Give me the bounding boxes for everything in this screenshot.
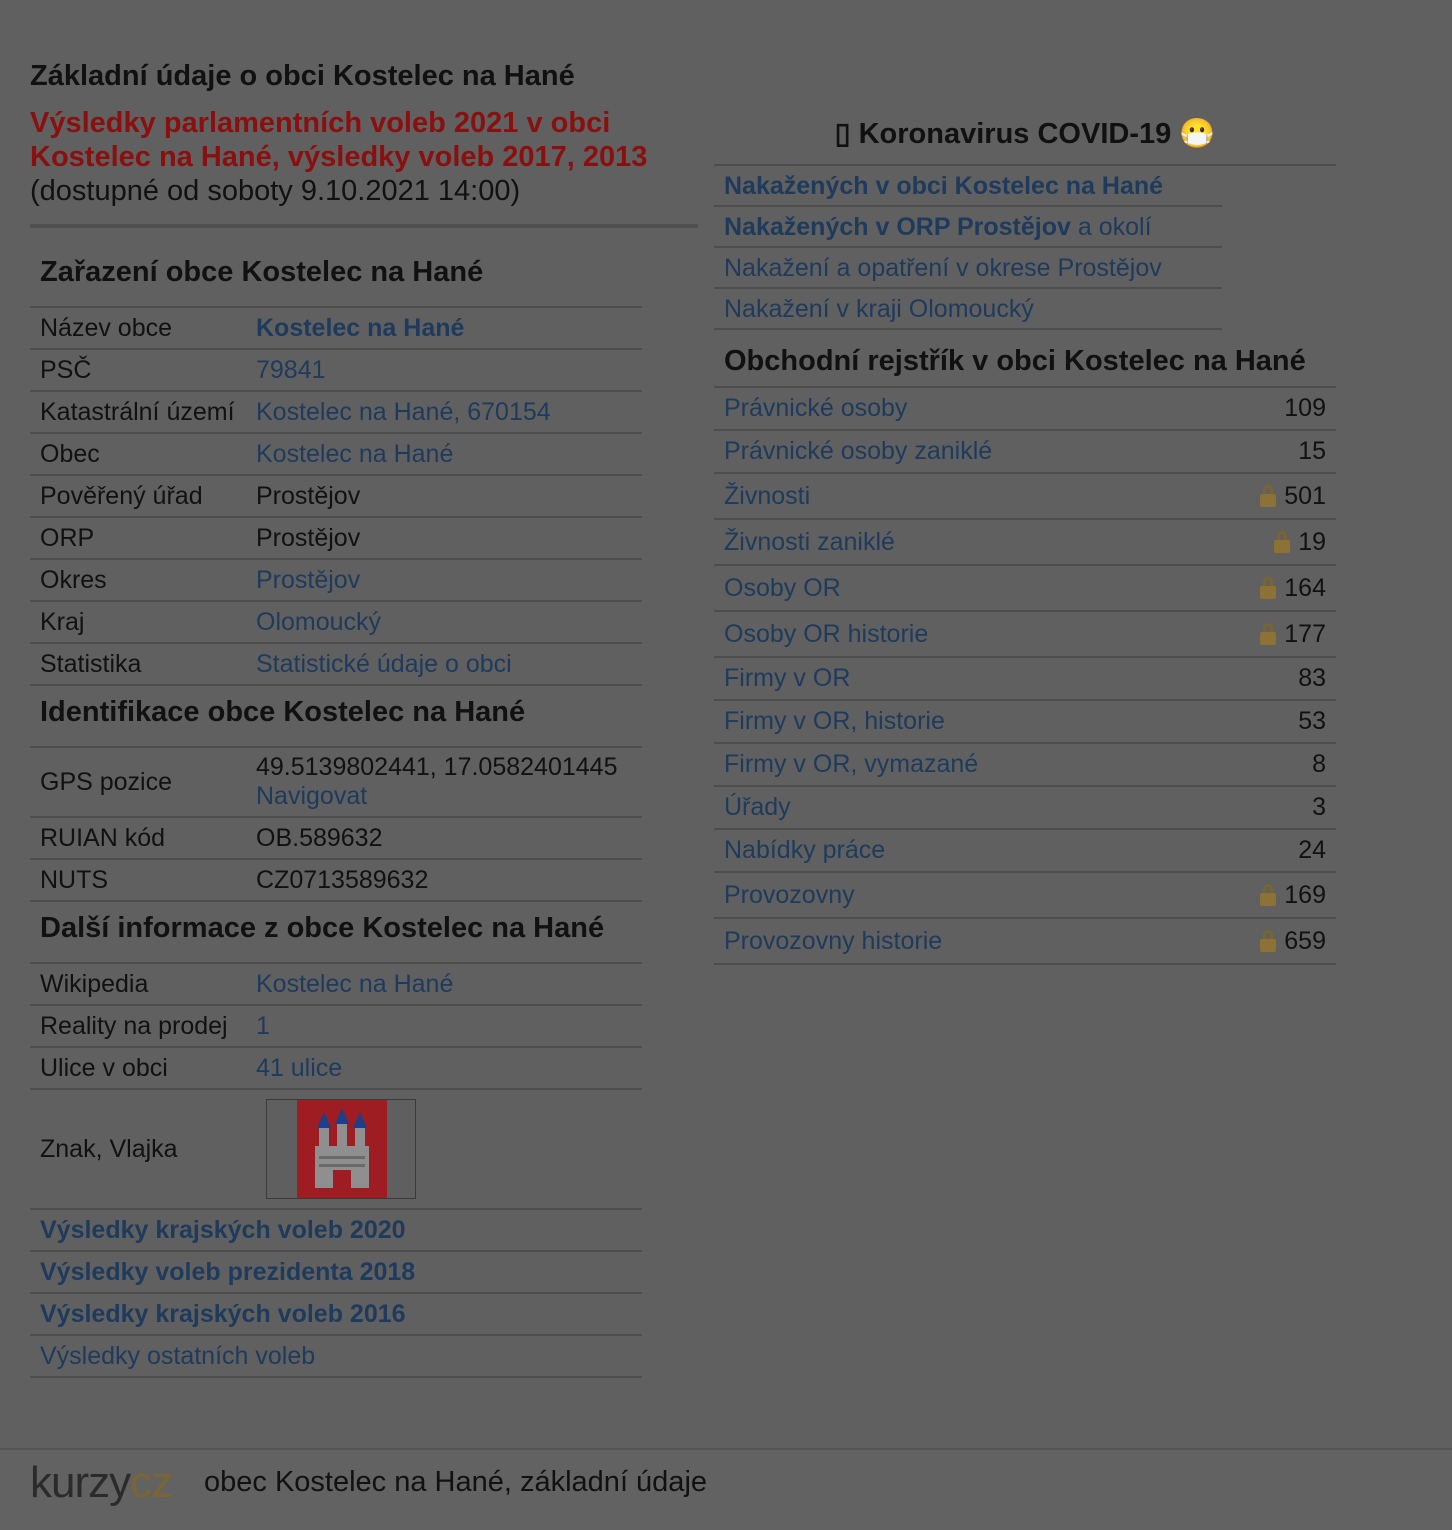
register-row-label[interactable]: Firmy v OR, historie	[724, 707, 945, 735]
logo-text: kurzy	[30, 1458, 131, 1507]
statistics-link[interactable]: Statistické údaje o obci	[246, 643, 642, 685]
gps-cell	[246, 748, 642, 817]
row-value: Prostějov	[246, 517, 642, 559]
count-value: 3	[1312, 793, 1326, 821]
register-row[interactable]	[714, 520, 1336, 566]
zarazeni-heading: Zařazení obce Kostelec na Hané	[30, 252, 642, 308]
nuts-value: CZ0713589632	[246, 859, 642, 901]
register-row-label[interactable]: Osoby OR historie	[724, 619, 929, 648]
kurzy-logo[interactable]	[30, 1458, 172, 1508]
table-row	[30, 349, 642, 391]
covid-heading-text: Koronavirus COVID-19 😷	[858, 118, 1216, 150]
register-row-label[interactable]: Provozovny historie	[724, 926, 943, 955]
count-value: 169	[1284, 880, 1326, 909]
table-row	[30, 391, 642, 433]
lock-icon	[1274, 531, 1290, 553]
table-row	[30, 1005, 642, 1047]
lock-icon	[1260, 930, 1276, 952]
register-row-label[interactable]: Osoby OR	[724, 573, 841, 602]
register-row[interactable]	[714, 919, 1336, 965]
register-row[interactable]	[714, 873, 1336, 919]
register-row-label[interactable]: Nabídky práce	[724, 836, 886, 864]
lock-icon	[1260, 884, 1276, 906]
table-row	[30, 1047, 642, 1089]
streets-link[interactable]: 41 ulice	[246, 1047, 642, 1089]
table-row	[30, 517, 642, 559]
lock-icon	[1260, 485, 1276, 507]
flag-emblem	[267, 1100, 415, 1198]
table-row	[30, 643, 642, 685]
count-value: 8	[1312, 750, 1326, 778]
election-availability-note: (dostupné od soboty 9.10.2021 14:00)	[30, 175, 521, 207]
logo-text-cz: cz	[130, 1458, 173, 1507]
municipality-flag[interactable]	[266, 1099, 416, 1199]
row-label: Wikipedia	[30, 964, 246, 1005]
table-row	[30, 601, 642, 643]
register-row-count	[1260, 574, 1326, 603]
table-row	[30, 1089, 642, 1209]
psc-link[interactable]: 79841	[246, 349, 642, 391]
register-row-count	[1298, 836, 1326, 865]
row-label: RUIAN kód	[30, 817, 246, 859]
register-row-label[interactable]: Právnické osoby	[724, 394, 908, 422]
election-2018-link[interactable]: Výsledky voleb prezidenta 2018	[30, 1251, 642, 1293]
row-label: PSČ	[30, 349, 246, 391]
register-row[interactable]	[714, 388, 1336, 431]
table-row	[30, 964, 642, 1005]
row-label: ORP	[30, 517, 246, 559]
register-row[interactable]	[714, 787, 1336, 830]
table-row	[30, 475, 642, 517]
count-value: 83	[1298, 664, 1326, 692]
register-row[interactable]	[714, 744, 1336, 787]
row-label: Kraj	[30, 601, 246, 643]
parliament-election-link[interactable]: Výsledky parlamentních voleb 2021 v obci Kostelec na Hané, výsledky voleb 2017, 2013	[30, 107, 648, 173]
register-row[interactable]	[714, 830, 1336, 873]
row-label: Název obce	[30, 308, 246, 349]
table-row	[30, 859, 642, 901]
dalsi-table	[30, 964, 642, 1378]
right-column	[714, 110, 1336, 965]
count-value: 53	[1298, 707, 1326, 735]
register-row-count	[1298, 437, 1326, 466]
register-row-label[interactable]: Firmy v OR, vymazané	[724, 750, 979, 778]
election-2016-link[interactable]: Výsledky krajských voleb 2016	[30, 1293, 642, 1335]
count-value: 659	[1284, 926, 1326, 955]
register-row-label[interactable]: Firmy v OR	[724, 664, 851, 692]
okres-link[interactable]: Prostějov	[246, 559, 642, 601]
municipality-name-link[interactable]: Kostelec na Hané	[246, 308, 642, 349]
row-value: Prostějov	[246, 475, 642, 517]
identifikace-table	[30, 748, 642, 902]
row-label: Obec	[30, 433, 246, 475]
register-row-count	[1274, 528, 1326, 557]
footer	[0, 1448, 1452, 1530]
table-row	[30, 748, 642, 817]
register-row[interactable]	[714, 612, 1336, 658]
table-row	[30, 1293, 642, 1335]
wikipedia-link[interactable]: Kostelec na Hané	[246, 964, 642, 1005]
page-title: Základní údaje o obci Kostelec na Hané	[30, 60, 575, 92]
register-row[interactable]	[714, 566, 1336, 612]
count-value: 177	[1284, 619, 1326, 648]
row-label: Znak, Vlajka	[30, 1089, 246, 1209]
count-value: 164	[1284, 573, 1326, 602]
table-row	[30, 817, 642, 859]
covid-region-link[interactable]: Nakažení v kraji Olomoucký	[714, 289, 1222, 330]
table-row	[30, 308, 642, 349]
row-label: Ulice v obci	[30, 1047, 246, 1089]
other-elections-link[interactable]: Výsledky ostatních voleb	[30, 1335, 642, 1377]
footer-caption: obec Kostelec na Hané, základní údaje	[204, 1466, 708, 1498]
table-row	[30, 1251, 642, 1293]
register-row-label[interactable]: Právnické osoby zaniklé	[724, 437, 993, 465]
table-row	[30, 559, 642, 601]
table-row	[30, 433, 642, 475]
gps-coordinates: 49.5139802441, 17.0582401445	[256, 753, 618, 781]
count-value: 19	[1298, 527, 1326, 556]
navigate-link[interactable]: Navigovat	[256, 782, 368, 810]
count-value: 501	[1284, 481, 1326, 510]
zarazeni-table	[30, 308, 642, 686]
left-column	[30, 58, 700, 1378]
row-label: NUTS	[30, 859, 246, 901]
election-2020-link[interactable]: Výsledky krajských voleb 2020	[30, 1209, 642, 1251]
row-label: Reality na prodej	[30, 1005, 246, 1047]
covid-infected-municipality-link[interactable]: Nakažených v obci Kostelec na Hané	[714, 166, 1222, 207]
row-label: Pověřený úřad	[30, 475, 246, 517]
register-row[interactable]	[714, 431, 1336, 474]
register-row-count	[1312, 793, 1326, 822]
register-row-count	[1298, 707, 1326, 736]
covid-heading	[714, 110, 1336, 166]
count-value: 15	[1298, 437, 1326, 465]
covid-infected-orp-link[interactable]: Nakažených v ORP Prostějov	[724, 213, 1071, 241]
missing-glyph-icon: ▯	[834, 118, 851, 150]
register-row[interactable]	[714, 474, 1336, 520]
register-row-count	[1298, 664, 1326, 693]
register-row-label[interactable]: Živnosti	[724, 481, 811, 510]
register-row-label[interactable]: Živnosti zaniklé	[724, 527, 895, 556]
table-row	[30, 1335, 642, 1377]
title-divider	[30, 224, 698, 228]
lock-icon	[1260, 577, 1276, 599]
flag-cell	[246, 1089, 642, 1209]
register-row-count	[1260, 927, 1326, 956]
register-row-count	[1312, 750, 1326, 779]
register-row-count	[1260, 620, 1326, 649]
row-label: Statistika	[30, 643, 246, 685]
covid-district-link[interactable]: Nakažení a opatření v okrese Prostějov	[714, 248, 1222, 289]
business-register-heading: Obchodní rejstřík v obci Kostelec na Hané	[714, 332, 1336, 388]
ruian-value: OB.589632	[246, 817, 642, 859]
register-row[interactable]	[714, 658, 1336, 701]
kraj-link[interactable]: Olomoucký	[246, 601, 642, 643]
count-value: 24	[1298, 836, 1326, 864]
row-label: Katastrální území	[30, 391, 246, 433]
row-label: GPS pozice	[30, 748, 246, 817]
covid-infected-orp-row[interactable]	[714, 207, 1222, 248]
cadastral-link[interactable]: Kostelec na Hané, 670154	[246, 391, 642, 433]
count-value: 109	[1284, 394, 1326, 422]
lock-icon	[1260, 623, 1276, 645]
reality-link[interactable]: 1	[246, 1005, 642, 1047]
obec-link[interactable]: Kostelec na Hané	[246, 433, 642, 475]
dalsi-heading: Další informace z obce Kostelec na Hané	[30, 902, 642, 964]
register-row-label[interactable]: Provozovny	[724, 880, 855, 909]
register-row-count	[1260, 482, 1326, 511]
register-row[interactable]	[714, 701, 1336, 744]
register-row-label[interactable]: Úřady	[724, 793, 791, 821]
identifikace-heading: Identifikace obce Kostelec na Hané	[30, 686, 642, 748]
covid-orp-surroundings-link[interactable]: a okolí	[1070, 213, 1152, 241]
table-row	[30, 1209, 642, 1251]
row-label: Okres	[30, 559, 246, 601]
register-row-count	[1284, 394, 1326, 423]
register-row-count	[1260, 881, 1326, 910]
